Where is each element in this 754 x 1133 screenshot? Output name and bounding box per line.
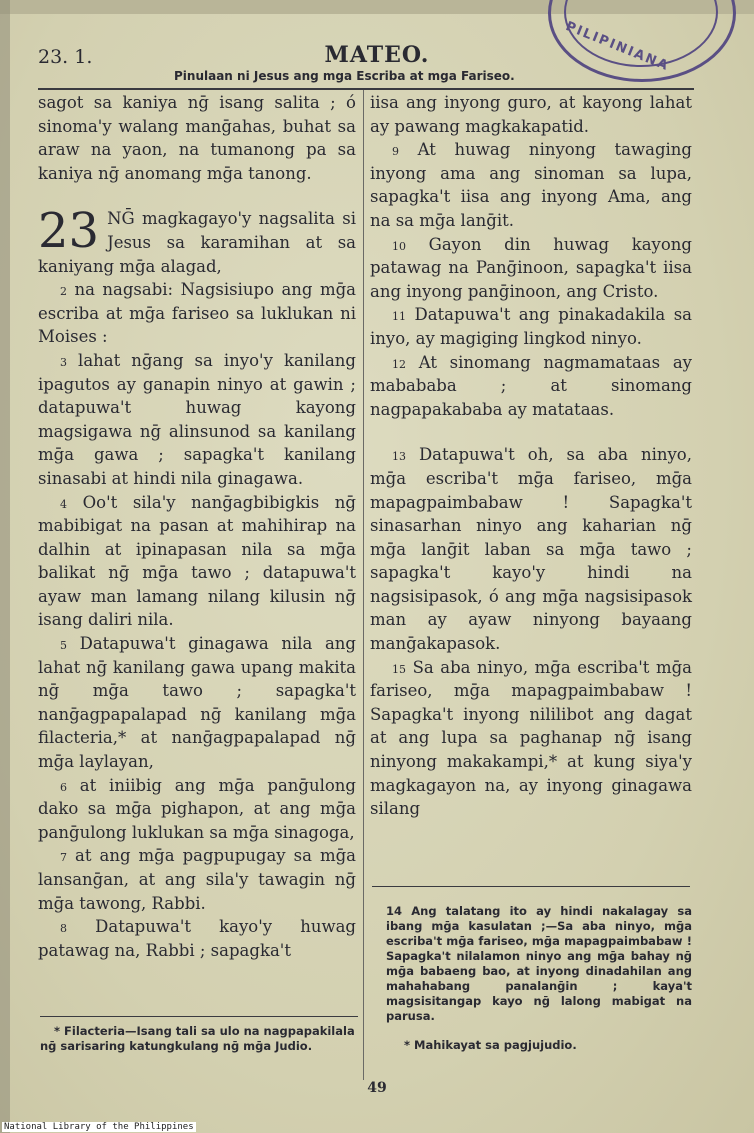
verse-10: $^{10}$ Gayon din huwag kayong patawag na Panḡinoon, sapagka't iisa ang inyong panḡinoon, ang Cristo. xyxy=(370,234,692,301)
footnote-filacteria: * Filacteria—Isang tali sa ulo na nagpapakilala nḡ sarisaring katungkulang nḡ mḡa Judio. xyxy=(40,1024,355,1053)
verse-1-text: NḠ magkagayo'y nagsalita si Jesus sa karamihan at sa kaniyang mḡa alagad, xyxy=(38,209,356,276)
footnote-verse-14: 14 Ang talatang ito ay hindi nakalagay sa ibang mḡa kasulatan ;—Sa aba ninyo, mḡa escriba't mḡa fariseo, mḡa mapagpaimbabaw ! Sapagka't nilalamon ninyo ang mḡa bahay nḡ mḡa babaeng bao, at inyong dinadahilan ang mahahabang panalanḡin ; kaya't magsisitangap kayo nḡ lalong mabigat na parusa. xyxy=(386,904,692,1023)
header-verse-range-start: 23. 1. xyxy=(38,46,93,68)
library-stamp-text: PILIPINIANA xyxy=(563,19,672,75)
column-divider xyxy=(363,90,364,1080)
left-column xyxy=(38,91,356,962)
page-number: 49 xyxy=(367,1080,387,1096)
verse-2: $^2$ na nagsabi: Nagsisiupo ang mḡa escriba at mḡa fariseo sa luklukan ni Moises : xyxy=(38,280,356,347)
page-title: MATEO. xyxy=(324,42,430,68)
verse-15: $^{15}$ Sa aba ninyo, mḡa escriba't mḡa fariseo, mḡa mapagpaimbabaw ! Sapagka't inyong nililibot ang dagat at ang lupa sa paghanap nḡ isang ninyong makakampi,* at kung siya'y magkagayon na, ay inyong ginagawa silang xyxy=(370,657,692,819)
verse-8: $^8$ Datapuwa't kayo'y huwag patawag na, Rabbi ; sapagka't xyxy=(38,917,356,960)
left-footnote-rule xyxy=(40,1016,358,1017)
verse-7: $^7$ at ang mḡa pagpupugay sa mḡa lansanḡan, at ang sila'y tawagin nḡ mḡa tawong, Rabbi. xyxy=(38,846,356,913)
verse-13: $^{13}$ Datapuwa't oh, sa aba ninyo, mḡa escriba't mḡa fariseo, mḡa mapagpaimbabaw ! Sapagka't sinasarhan ninyo ang kaharian nḡ mḡa lanḡit laban sa mḡa tawo ; sapagka't kayo'y hindi na nagsisipasok, ó ang mḡa nagsisipasok man ay ayaw ninyong bayaang manḡakapasok. xyxy=(370,445,692,654)
carryover-paragraph-right: iisa ang inyong guro, at kayong lahat ay pawang magkakapatid. xyxy=(370,93,692,136)
verse-9: $^9$ At huwag ninyong tawaging inyong ama ang sinoman sa lupa, sapagka't iisa ang inyong Ama, ang na sa mḡa lanḡit. xyxy=(370,140,692,230)
verse-5: $^5$ Datapuwa't ginagawa nila ang lahat nḡ kanilang gawa upang makita nḡ mḡa tawo ; sapagka't nanḡagpapalapad nḡ kanilang mḡa filacteria,* at nanḡagpapalapad nḡ mḡa laylayan, xyxy=(38,634,356,772)
chapter-number: 23 xyxy=(38,203,100,260)
verse-11: $^{11}$ Datapuwa't ang pinakadakila sa inyo, ay magiging lingkod ninyo. xyxy=(370,305,693,348)
verse-4: $^4$ Oo't sila'y nanḡagbibigkis nḡ mabibigat na pasan at mahihirap na dalhin at ipinapasan nila sa mḡa balikat nḡ mḡa tawo ; datapuwa't ayaw man lamang nilang kilusin nḡ isang daliri nila. xyxy=(38,492,356,630)
right-footnotes xyxy=(386,904,692,1053)
right-column xyxy=(370,91,692,821)
carryover-paragraph: sagot sa kaniya nḡ isang salita ; ó sinoma'y walang manḡahas, buhat sa araw na yaon, na tumanong pa sa kaniya nḡ anomang mḡa tanong. xyxy=(38,93,356,183)
chapter-opening xyxy=(38,203,356,278)
page-spine-shadow xyxy=(0,0,10,1133)
scan-credit: National Library of the Philippines xyxy=(4,1122,194,1132)
right-footnote-rule xyxy=(372,886,690,887)
header-rule xyxy=(38,88,694,90)
library-stamp xyxy=(548,0,736,82)
verse-6: $^6$ at iniibig ang mḡa panḡulong dako sa mḡa pighapon, at ang mḡa panḡulong luklukan sa mḡa sinagoga, xyxy=(38,775,356,842)
verse-12: $^{12}$ At sinomang nagmamataas ay mabababa ; at sinomang nagpapakababa ay matataas. xyxy=(370,352,692,419)
verse-3: $^3$ lahat nḡang sa inyo'y kanilang ipagutos ay ganapin ninyo at gawin ; datapuwa't huwag kayong magsigawa nḡ alinsunod sa kanilang mḡa gawa ; sapagka't kanilang sinasabi at hindi nila ginagawa. xyxy=(38,350,356,488)
footnote-makakampi: * Mahikayat sa pagjujudio. xyxy=(404,1038,577,1052)
page-subtitle: Pinulaan ni Jesus ang mga Escriba at mga Fariseo. xyxy=(174,69,515,83)
